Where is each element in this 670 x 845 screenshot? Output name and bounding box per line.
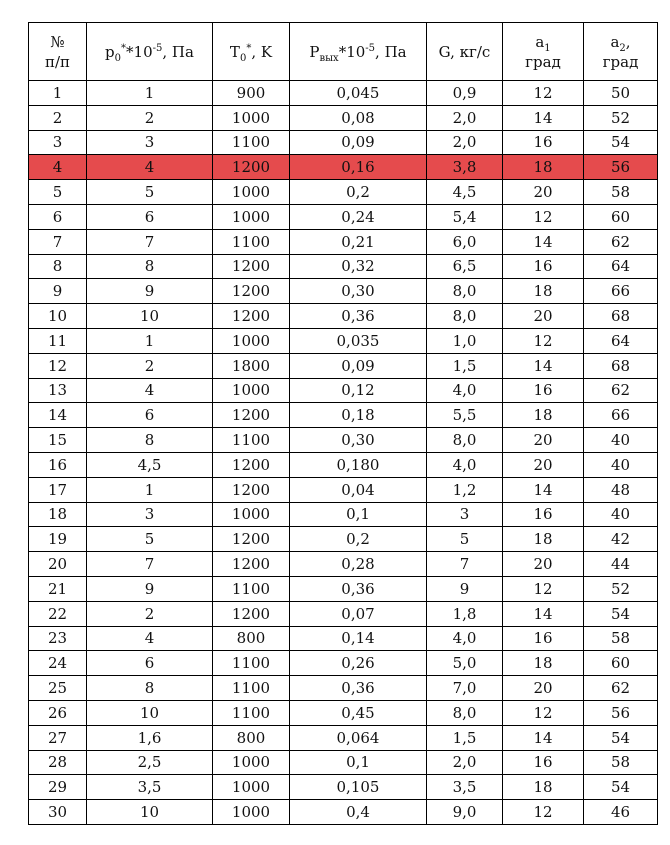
cell-p0: 1	[87, 81, 213, 106]
cell-t0: 1100	[213, 651, 290, 676]
cell-p0: 2,5	[87, 750, 213, 775]
cell-a2: 42	[584, 527, 658, 552]
cell-t0: 1000	[213, 204, 290, 229]
table-row	[29, 700, 658, 725]
cell-number: 2	[29, 105, 87, 130]
cell-number: 16	[29, 452, 87, 477]
cell-a1: 16	[503, 750, 584, 775]
cell-g: 8,0	[427, 279, 503, 304]
cell-p0: 4	[87, 155, 213, 180]
cell-t0: 1200	[213, 279, 290, 304]
cell-t0: 1100	[213, 576, 290, 601]
cell-a2: 56	[584, 155, 658, 180]
table-row	[29, 328, 658, 353]
cell-g: 9	[427, 576, 503, 601]
cell-a1: 16	[503, 254, 584, 279]
cell-a1: 18	[503, 279, 584, 304]
cell-pout: 0,16	[290, 155, 427, 180]
cell-t0: 1000	[213, 378, 290, 403]
cell-a1: 12	[503, 204, 584, 229]
cell-a1: 16	[503, 626, 584, 651]
cell-p0: 7	[87, 229, 213, 254]
cell-a1: 18	[503, 403, 584, 428]
cell-pout: 0,045	[290, 81, 427, 106]
header-g: G, кг/с	[427, 23, 503, 81]
cell-p0: 2	[87, 353, 213, 378]
header-number: № п/п	[29, 23, 87, 81]
table-row	[29, 105, 658, 130]
table-row	[29, 428, 658, 453]
cell-number: 13	[29, 378, 87, 403]
cell-pout: 0,32	[290, 254, 427, 279]
cell-p0: 10	[87, 800, 213, 825]
table-row	[29, 81, 658, 106]
cell-t0: 800	[213, 725, 290, 750]
cell-a2: 48	[584, 477, 658, 502]
cell-t0: 1000	[213, 775, 290, 800]
cell-a2: 40	[584, 452, 658, 477]
cell-number: 11	[29, 328, 87, 353]
cell-t0: 1100	[213, 700, 290, 725]
cell-a2: 62	[584, 229, 658, 254]
cell-a1: 18	[503, 651, 584, 676]
cell-number: 5	[29, 180, 87, 205]
table-row	[29, 452, 658, 477]
table-row	[29, 304, 658, 329]
cell-g: 6,0	[427, 229, 503, 254]
cell-g: 1,5	[427, 725, 503, 750]
cell-p0: 6	[87, 403, 213, 428]
table-row	[29, 626, 658, 651]
cell-pout: 0,09	[290, 130, 427, 155]
table-row	[29, 651, 658, 676]
cell-g: 0,9	[427, 81, 503, 106]
cell-pout: 0,30	[290, 279, 427, 304]
table-row	[29, 353, 658, 378]
cell-number: 8	[29, 254, 87, 279]
cell-pout: 0,035	[290, 328, 427, 353]
cell-g: 4,0	[427, 452, 503, 477]
cell-a2: 58	[584, 750, 658, 775]
cell-a2: 44	[584, 552, 658, 577]
cell-p0: 6	[87, 651, 213, 676]
cell-number: 4	[29, 155, 87, 180]
cell-a2: 58	[584, 626, 658, 651]
cell-number: 10	[29, 304, 87, 329]
cell-a2: 66	[584, 279, 658, 304]
cell-number: 21	[29, 576, 87, 601]
cell-number: 15	[29, 428, 87, 453]
cell-pout: 0,36	[290, 676, 427, 701]
cell-number: 17	[29, 477, 87, 502]
cell-a1: 14	[503, 725, 584, 750]
cell-number: 26	[29, 700, 87, 725]
cell-a1: 14	[503, 229, 584, 254]
table-row	[29, 130, 658, 155]
cell-g: 1,5	[427, 353, 503, 378]
cell-p0: 8	[87, 254, 213, 279]
cell-g: 3,8	[427, 155, 503, 180]
header-pout: $P_{вых}*10^{-5}$, Па	[290, 23, 427, 81]
cell-a2: 64	[584, 328, 658, 353]
cell-p0: 5	[87, 180, 213, 205]
cell-t0: 1200	[213, 601, 290, 626]
cell-pout: 0,36	[290, 304, 427, 329]
table-row	[29, 254, 658, 279]
cell-number: 20	[29, 552, 87, 577]
cell-a1: 20	[503, 552, 584, 577]
cell-pout: 0,36	[290, 576, 427, 601]
cell-p0: 4	[87, 378, 213, 403]
cell-t0: 1100	[213, 428, 290, 453]
cell-a1: 20	[503, 180, 584, 205]
cell-t0: 1200	[213, 155, 290, 180]
cell-a2: 54	[584, 725, 658, 750]
cell-a1: 20	[503, 428, 584, 453]
cell-t0: 1800	[213, 353, 290, 378]
table-row	[29, 601, 658, 626]
table-row	[29, 725, 658, 750]
cell-g: 8,0	[427, 304, 503, 329]
cell-p0: 2	[87, 601, 213, 626]
cell-a1: 16	[503, 130, 584, 155]
cell-a1: 18	[503, 527, 584, 552]
cell-pout: 0,4	[290, 800, 427, 825]
cell-pout: 0,26	[290, 651, 427, 676]
cell-t0: 1000	[213, 800, 290, 825]
cell-pout: 0,07	[290, 601, 427, 626]
cell-t0: 1200	[213, 527, 290, 552]
cell-number: 7	[29, 229, 87, 254]
cell-a2: 50	[584, 81, 658, 106]
table-row	[29, 775, 658, 800]
cell-p0: 9	[87, 576, 213, 601]
cell-p0: 1	[87, 477, 213, 502]
cell-a2: 52	[584, 105, 658, 130]
cell-pout: 0,2	[290, 527, 427, 552]
table-row	[29, 527, 658, 552]
cell-number: 12	[29, 353, 87, 378]
cell-p0: 4,5	[87, 452, 213, 477]
cell-p0: 7	[87, 552, 213, 577]
cell-t0: 1000	[213, 180, 290, 205]
table-row	[29, 378, 658, 403]
cell-pout: 0,1	[290, 750, 427, 775]
cell-g: 5,4	[427, 204, 503, 229]
table-row	[29, 676, 658, 701]
cell-pout: 0,105	[290, 775, 427, 800]
cell-pout: 0,12	[290, 378, 427, 403]
table-row	[29, 403, 658, 428]
cell-g: 7	[427, 552, 503, 577]
cell-a2: 60	[584, 204, 658, 229]
table-row	[29, 552, 658, 577]
table-row	[29, 576, 658, 601]
cell-g: 2,0	[427, 105, 503, 130]
cell-t0: 1200	[213, 254, 290, 279]
cell-t0: 1200	[213, 304, 290, 329]
cell-a1: 12	[503, 576, 584, 601]
cell-t0: 1200	[213, 552, 290, 577]
cell-a2: 54	[584, 130, 658, 155]
cell-g: 1,2	[427, 477, 503, 502]
cell-number: 19	[29, 527, 87, 552]
cell-pout: 0,04	[290, 477, 427, 502]
cell-a2: 46	[584, 800, 658, 825]
cell-g: 3	[427, 502, 503, 527]
table-row	[29, 204, 658, 229]
cell-g: 2,0	[427, 750, 503, 775]
cell-t0: 800	[213, 626, 290, 651]
cell-g: 4,0	[427, 378, 503, 403]
cell-pout: 0,14	[290, 626, 427, 651]
cell-p0: 3	[87, 502, 213, 527]
cell-p0: 9	[87, 279, 213, 304]
cell-pout: 0,21	[290, 229, 427, 254]
cell-a2: 52	[584, 576, 658, 601]
cell-t0: 1000	[213, 105, 290, 130]
cell-a1: 12	[503, 81, 584, 106]
table-row	[29, 800, 658, 825]
cell-p0: 3	[87, 130, 213, 155]
cell-g: 3,5	[427, 775, 503, 800]
cell-a1: 14	[503, 601, 584, 626]
cell-number: 24	[29, 651, 87, 676]
cell-p0: 1,6	[87, 725, 213, 750]
cell-a1: 14	[503, 105, 584, 130]
cell-a2: 54	[584, 601, 658, 626]
cell-a2: 68	[584, 304, 658, 329]
cell-number: 30	[29, 800, 87, 825]
cell-t0: 1000	[213, 750, 290, 775]
cell-p0: 1	[87, 328, 213, 353]
table-row	[29, 229, 658, 254]
cell-g: 6,5	[427, 254, 503, 279]
header-p0: $p_0^**10^{-5}$, Па	[87, 23, 213, 81]
cell-a2: 60	[584, 651, 658, 676]
cell-g: 1,8	[427, 601, 503, 626]
cell-a2: 40	[584, 502, 658, 527]
cell-pout: 0,45	[290, 700, 427, 725]
cell-number: 29	[29, 775, 87, 800]
cell-number: 18	[29, 502, 87, 527]
cell-pout: 0,08	[290, 105, 427, 130]
cell-a1: 18	[503, 775, 584, 800]
variants-table	[28, 22, 658, 825]
cell-a1: 12	[503, 800, 584, 825]
cell-a1: 18	[503, 155, 584, 180]
cell-g: 5,5	[427, 403, 503, 428]
cell-number: 9	[29, 279, 87, 304]
header-a1: $a_1$ град	[503, 23, 584, 81]
cell-a2: 64	[584, 254, 658, 279]
cell-pout: 0,24	[290, 204, 427, 229]
table-row	[29, 750, 658, 775]
cell-a1: 12	[503, 328, 584, 353]
table-body	[29, 81, 658, 825]
cell-a2: 62	[584, 378, 658, 403]
cell-a1: 16	[503, 502, 584, 527]
cell-t0: 1200	[213, 452, 290, 477]
cell-pout: 0,180	[290, 452, 427, 477]
cell-pout: 0,064	[290, 725, 427, 750]
cell-p0: 3,5	[87, 775, 213, 800]
cell-number: 28	[29, 750, 87, 775]
cell-pout: 0,30	[290, 428, 427, 453]
cell-p0: 2	[87, 105, 213, 130]
cell-pout: 0,18	[290, 403, 427, 428]
cell-a2: 62	[584, 676, 658, 701]
table-row	[29, 180, 658, 205]
header-row	[29, 23, 658, 81]
header-a2: $a_2$, град	[584, 23, 658, 81]
table-row	[29, 502, 658, 527]
cell-p0: 8	[87, 676, 213, 701]
cell-g: 1,0	[427, 328, 503, 353]
cell-number: 23	[29, 626, 87, 651]
cell-t0: 1000	[213, 328, 290, 353]
cell-t0: 1000	[213, 502, 290, 527]
cell-p0: 8	[87, 428, 213, 453]
cell-p0: 10	[87, 304, 213, 329]
cell-a2: 54	[584, 775, 658, 800]
cell-p0: 6	[87, 204, 213, 229]
cell-a1: 16	[503, 378, 584, 403]
cell-a1: 12	[503, 700, 584, 725]
cell-t0: 1100	[213, 229, 290, 254]
table-row	[29, 477, 658, 502]
cell-a2: 56	[584, 700, 658, 725]
cell-a1: 20	[503, 304, 584, 329]
cell-t0: 900	[213, 81, 290, 106]
cell-pout: 0,09	[290, 353, 427, 378]
cell-g: 7,0	[427, 676, 503, 701]
cell-a1: 14	[503, 477, 584, 502]
cell-pout: 0,28	[290, 552, 427, 577]
cell-pout: 0,2	[290, 180, 427, 205]
cell-g: 4,0	[427, 626, 503, 651]
header-t0: $T_0^*$, K	[213, 23, 290, 81]
cell-t0: 1200	[213, 403, 290, 428]
cell-number: 22	[29, 601, 87, 626]
cell-a1: 20	[503, 452, 584, 477]
cell-number: 1	[29, 81, 87, 106]
cell-g: 9,0	[427, 800, 503, 825]
cell-a2: 58	[584, 180, 658, 205]
cell-g: 8,0	[427, 428, 503, 453]
cell-g: 4,5	[427, 180, 503, 205]
cell-g: 2,0	[427, 130, 503, 155]
cell-g: 8,0	[427, 700, 503, 725]
cell-p0: 4	[87, 626, 213, 651]
cell-p0: 10	[87, 700, 213, 725]
cell-a2: 66	[584, 403, 658, 428]
cell-number: 3	[29, 130, 87, 155]
cell-a2: 68	[584, 353, 658, 378]
cell-p0: 5	[87, 527, 213, 552]
cell-t0: 1100	[213, 676, 290, 701]
table-row	[29, 155, 658, 180]
cell-number: 6	[29, 204, 87, 229]
cell-g: 5	[427, 527, 503, 552]
cell-number: 25	[29, 676, 87, 701]
cell-pout: 0,1	[290, 502, 427, 527]
cell-t0: 1200	[213, 477, 290, 502]
cell-g: 5,0	[427, 651, 503, 676]
cell-number: 27	[29, 725, 87, 750]
cell-t0: 1100	[213, 130, 290, 155]
table-row	[29, 279, 658, 304]
cell-a2: 40	[584, 428, 658, 453]
cell-number: 14	[29, 403, 87, 428]
cell-a1: 20	[503, 676, 584, 701]
cell-a1: 14	[503, 353, 584, 378]
